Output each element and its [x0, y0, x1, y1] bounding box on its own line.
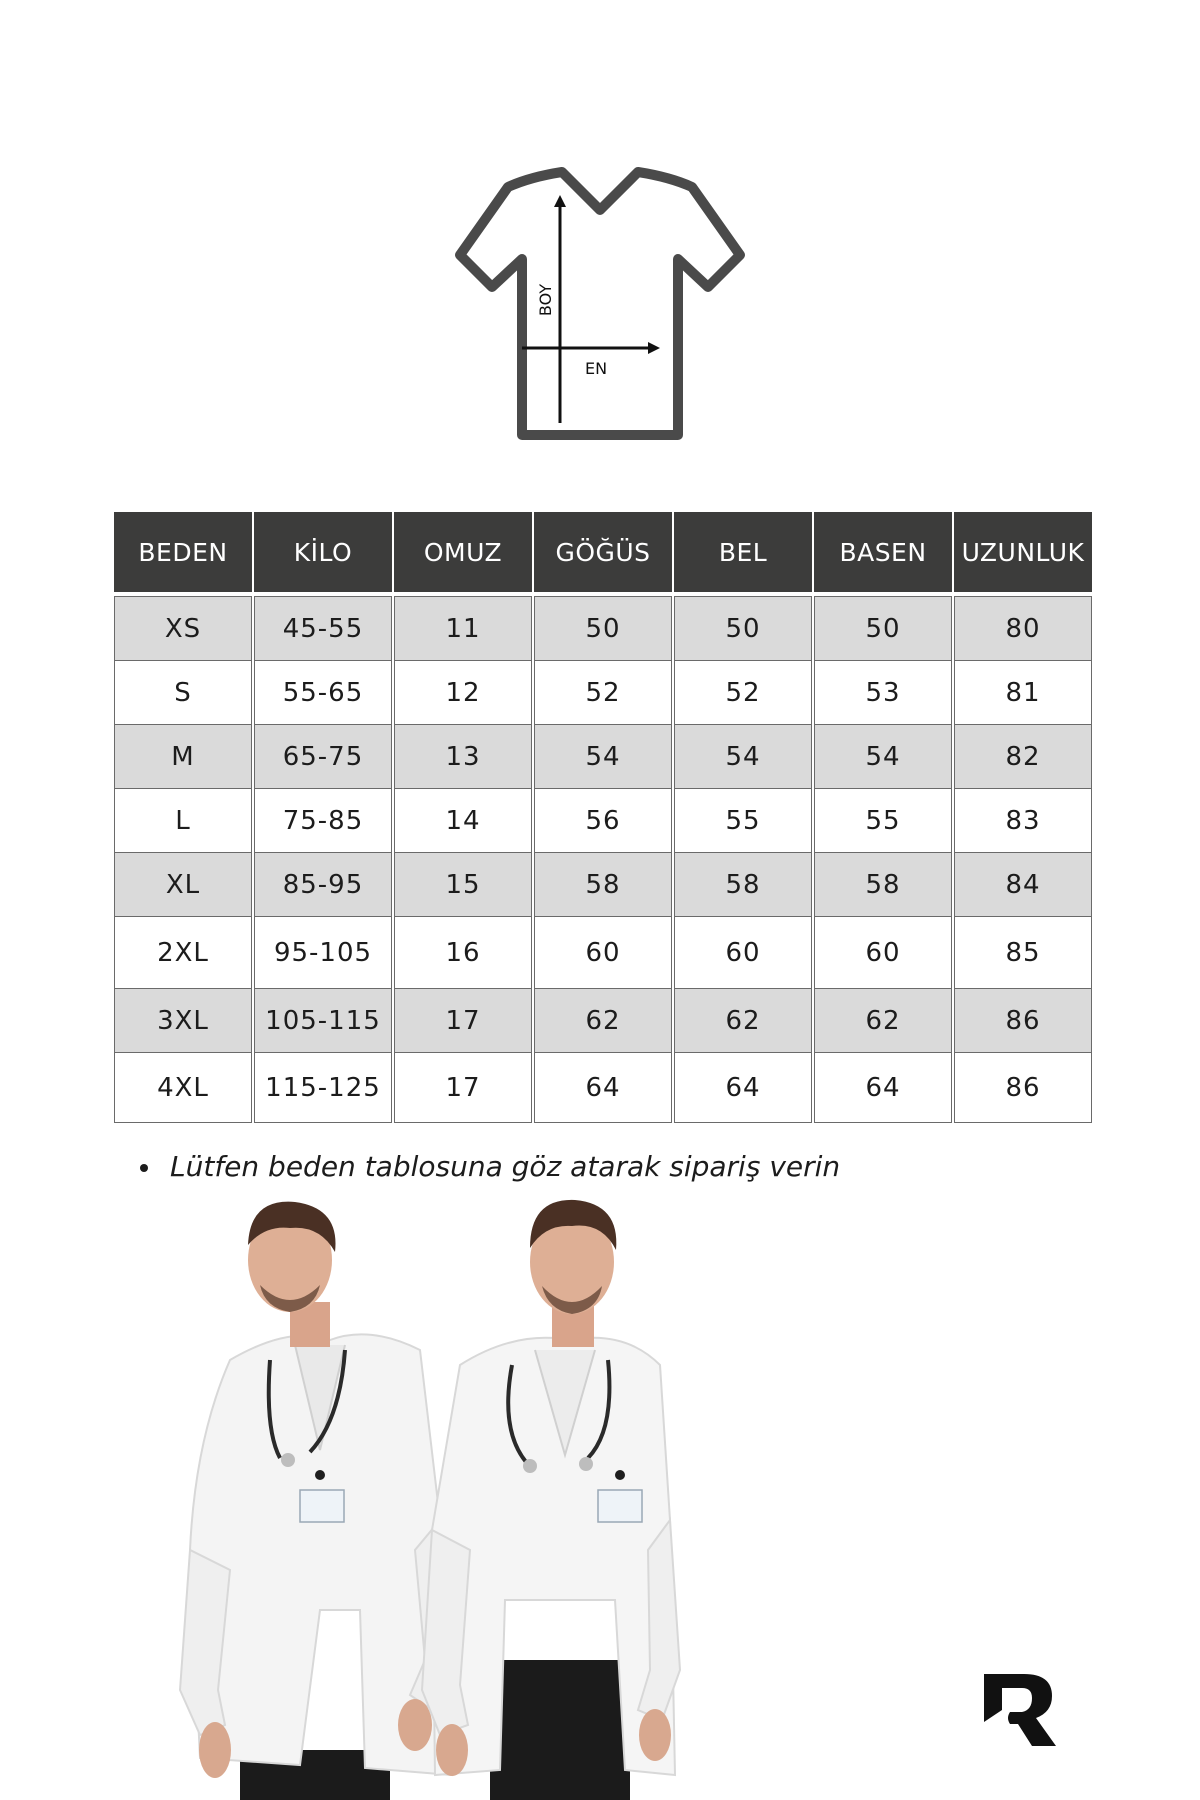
table-cell: 58: [534, 853, 672, 917]
table-cell: 81: [954, 661, 1092, 725]
table-cell: 55: [674, 789, 812, 853]
table-cell: 60: [674, 917, 812, 989]
table-row: [114, 596, 1092, 661]
table-cell: 86: [954, 989, 1092, 1053]
table-cell: 45-55: [254, 596, 392, 661]
table-row: [114, 917, 1092, 989]
order-note: [140, 1150, 840, 1183]
table-cell: 62: [674, 989, 812, 1053]
table-cell: S: [114, 661, 252, 725]
header-omuz: OMUZ: [394, 512, 532, 596]
table-cell: 15: [394, 853, 532, 917]
tshirt-outline: [460, 172, 740, 435]
brand-r-logo: [980, 1670, 1058, 1748]
table-cell: 54: [674, 725, 812, 789]
table-cell: 14: [394, 789, 532, 853]
table-cell: M: [114, 725, 252, 789]
table-cell: 17: [394, 989, 532, 1053]
table-cell: XL: [114, 853, 252, 917]
header-bel: BEL: [674, 512, 812, 596]
height-arrow-head: [554, 195, 566, 207]
order-note-text: Lütfen beden tablosuna göz atarak sipariş verin: [170, 1150, 841, 1183]
header-basen: BASEN: [814, 512, 952, 596]
table-cell: 58: [814, 853, 952, 917]
table-cell: 55-65: [254, 661, 392, 725]
table-cell: L: [114, 789, 252, 853]
tshirt-measurement-diagram: [430, 155, 770, 455]
table-cell: 86: [954, 1053, 1092, 1123]
table-cell: 65-75: [254, 725, 392, 789]
table-cell: 115-125: [254, 1053, 392, 1123]
table-header-row: [114, 512, 1092, 596]
table-cell: 64: [814, 1053, 952, 1123]
table-cell: 60: [814, 917, 952, 989]
table-cell: 56: [534, 789, 672, 853]
table-cell: 84: [954, 853, 1092, 917]
table-cell: 50: [814, 596, 952, 661]
table-cell: 58: [674, 853, 812, 917]
model-right: [422, 1200, 680, 1800]
table-cell: 105-115: [254, 989, 392, 1053]
table-row: [114, 789, 1092, 853]
header-beden: BEDEN: [114, 512, 252, 596]
table-cell: 52: [534, 661, 672, 725]
table-cell: 55: [814, 789, 952, 853]
table-cell: 64: [674, 1053, 812, 1123]
width-label: EN: [584, 359, 608, 378]
table-cell: 85: [954, 917, 1092, 989]
bullet-icon: [140, 1164, 148, 1172]
table-row: [114, 1053, 1092, 1123]
height-label: BOY: [536, 283, 555, 317]
table-cell: 60: [534, 917, 672, 989]
model-left: [180, 1202, 455, 1800]
table-cell: 75-85: [254, 789, 392, 853]
header-uzunluk: UZUNLUK: [954, 512, 1092, 596]
header-kilo: KİLO: [254, 512, 392, 596]
table-cell: 62: [814, 989, 952, 1053]
table-cell: 80: [954, 596, 1092, 661]
table-cell: 52: [674, 661, 812, 725]
table-cell: 12: [394, 661, 532, 725]
table-row: [114, 725, 1092, 789]
table-row: [114, 853, 1092, 917]
table-cell: 54: [534, 725, 672, 789]
table-cell: 83: [954, 789, 1092, 853]
table-cell: 11: [394, 596, 532, 661]
table-cell: 82: [954, 725, 1092, 789]
table-cell: 64: [534, 1053, 672, 1123]
table-cell: 54: [814, 725, 952, 789]
table-cell: 95-105: [254, 917, 392, 989]
models-in-lab-coats-photo: [170, 1190, 770, 1800]
table-cell: 53: [814, 661, 952, 725]
header-gogus: GÖĞÜS: [534, 512, 672, 596]
table-cell: 17: [394, 1053, 532, 1123]
size-chart-table: [112, 512, 1094, 1123]
table-cell: 85-95: [254, 853, 392, 917]
table-cell: 62: [534, 989, 672, 1053]
table-cell: 3XL: [114, 989, 252, 1053]
table-cell: 4XL: [114, 1053, 252, 1123]
table-cell: XS: [114, 596, 252, 661]
table-cell: 13: [394, 725, 532, 789]
table-cell: 50: [674, 596, 812, 661]
table-cell: 50: [534, 596, 672, 661]
table-row: [114, 661, 1092, 725]
table-cell: 2XL: [114, 917, 252, 989]
table-row: [114, 989, 1092, 1053]
table-cell: 16: [394, 917, 532, 989]
width-arrow-head: [648, 342, 660, 354]
